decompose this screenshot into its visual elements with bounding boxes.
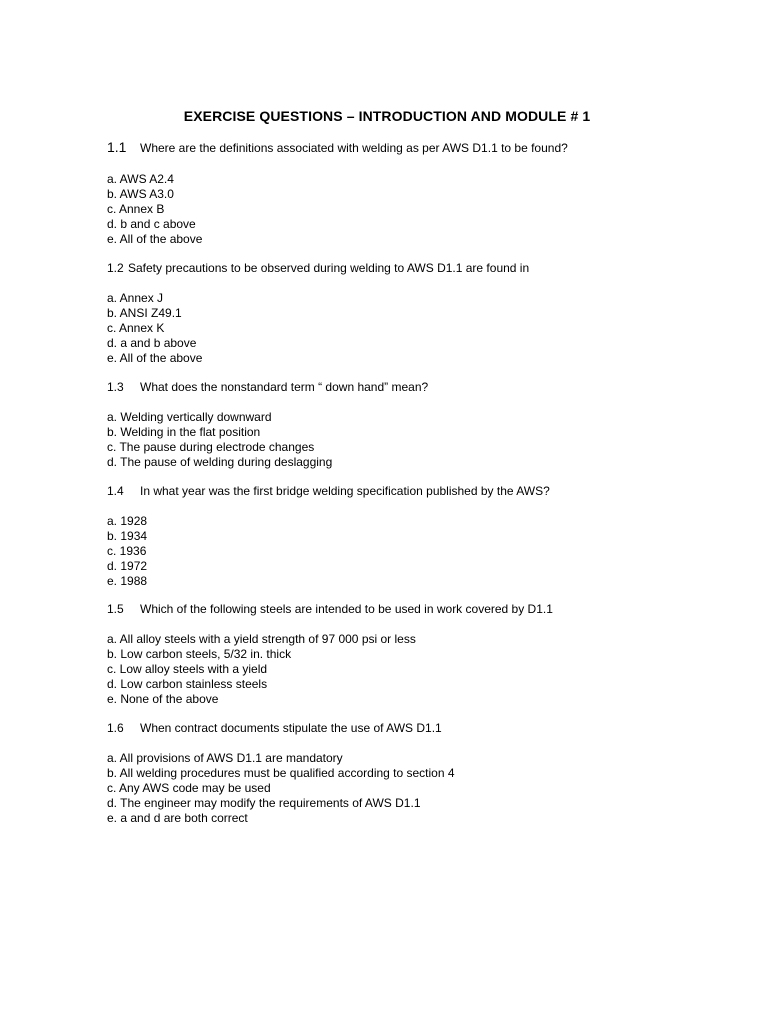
answer-option: b. Welding in the flat position (107, 424, 261, 439)
question-text: Where are the definitions associated with welding as per AWS D1.1 to be found? (140, 141, 568, 155)
question-header (107, 721, 727, 736)
question-number: 1.2 (107, 261, 124, 275)
question-1-1 (107, 140, 727, 247)
answer-option: c. 1936 (107, 543, 147, 558)
question-text: In what year was the first bridge welding specification published by the AWS? (140, 484, 550, 498)
question-1-6 (107, 721, 727, 826)
answer-options (107, 172, 727, 247)
question-number: 1.4 (107, 484, 124, 498)
answer-option: d. 1972 (107, 558, 148, 573)
answer-option: a. All provisions of AWS D1.1 are mandatory (107, 751, 343, 765)
question-header (107, 380, 727, 395)
answer-options (107, 410, 727, 470)
answer-option: e. All of the above (107, 231, 203, 246)
answer-option: a. AWS A2.4 (107, 172, 174, 186)
question-text: Safety precautions to be observed during welding to AWS D1.1 are found in (128, 261, 530, 275)
answer-option: c. Low alloy steels with a yield (107, 661, 268, 676)
answer-option: d. a and b above (107, 335, 197, 350)
question-1-5 (107, 602, 727, 707)
question-number: 1.1 (107, 139, 127, 155)
answer-option: c. Annex B (107, 201, 165, 216)
answer-option: d. Low carbon stainless steels (107, 676, 268, 691)
question-header (107, 602, 727, 617)
answer-option: e. a and d are both correct (107, 810, 248, 825)
question-number: 1.6 (107, 721, 124, 735)
answer-option: d. b and c above (107, 216, 196, 231)
question-number: 1.5 (107, 602, 124, 616)
question-header (107, 261, 727, 276)
answer-option: b. AWS A3.0 (107, 186, 174, 201)
document-title: EXERCISE QUESTIONS – INTRODUCTION AND MODULE # 1 (183, 108, 591, 124)
question-1-3 (107, 380, 727, 470)
answer-option: d. The pause of welding during deslagging (107, 454, 333, 469)
answer-option: c. Annex K (107, 320, 165, 335)
question-text: Which of the following steels are intended to be used in work covered by D1.1 (140, 602, 553, 616)
answer-options (107, 632, 727, 707)
answer-options (107, 291, 727, 366)
answer-option: e. None of the above (107, 691, 219, 706)
answer-option: b. ANSI Z49.1 (107, 305, 182, 320)
question-text: When contract documents stipulate the use of AWS D1.1 (140, 721, 442, 735)
answer-option: a. 1928 (107, 514, 148, 528)
answer-options (107, 751, 727, 826)
answer-option: a. All alloy steels with a yield strength of 97 000 psi or less (107, 632, 416, 646)
answer-option: c. The pause during electrode changes (107, 439, 315, 454)
answer-option: b. All welding procedures must be qualified according to section 4 (107, 765, 455, 780)
answer-options (107, 514, 727, 589)
answer-option: b. Low carbon steels, 5/32 in. thick (107, 646, 292, 661)
answer-option: c. Any AWS code may be used (107, 780, 271, 795)
answer-option: e. All of the above (107, 350, 203, 365)
question-number: 1.3 (107, 380, 124, 394)
answer-option: d. The engineer may modify the requirements of AWS D1.1 (107, 795, 421, 810)
question-1-2 (107, 261, 727, 366)
answer-option: b. 1934 (107, 528, 148, 543)
question-header (107, 140, 727, 156)
question-1-4 (107, 484, 727, 589)
question-header (107, 484, 727, 499)
question-text: What does the nonstandard term “ down hand” mean? (140, 380, 429, 394)
answer-option: a. Welding vertically downward (107, 410, 272, 424)
answer-option: a. Annex J (107, 291, 164, 305)
answer-option: e. 1988 (107, 573, 148, 588)
